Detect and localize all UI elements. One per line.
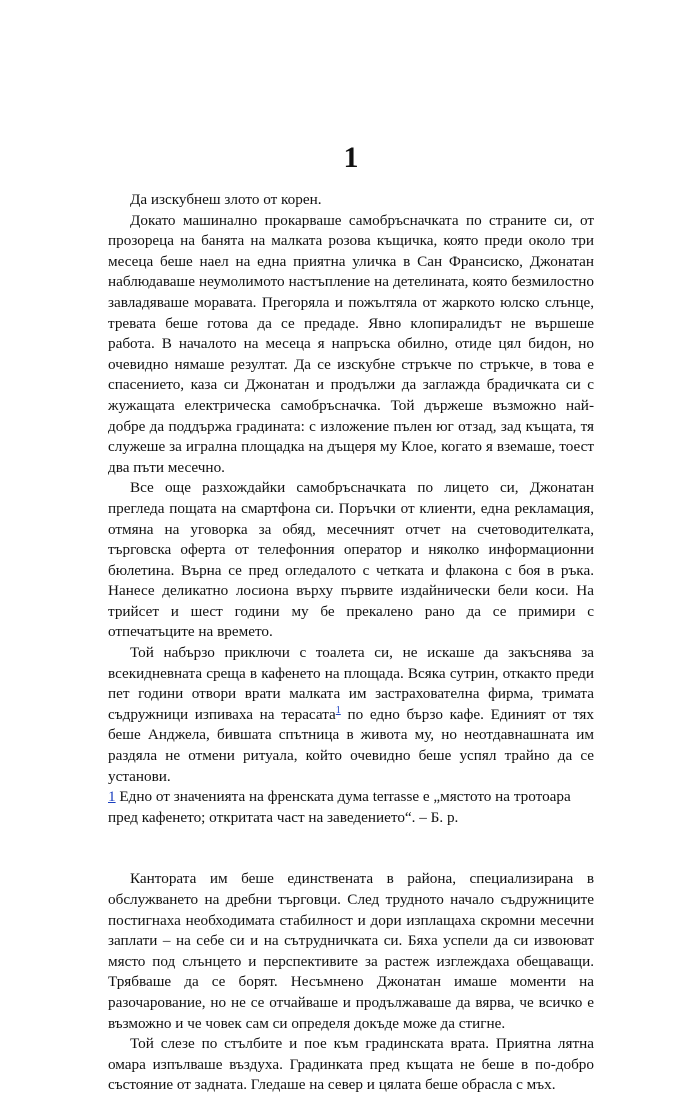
section-spacer (108, 828, 594, 869)
chapter-number: 1 (343, 141, 359, 174)
footnote-reference-link[interactable]: 1 (335, 704, 341, 716)
paragraph-3: Все още разхождайки самобръсначката по лицето си, Джонатан прегледа пощата на смартфона си. Поръчки от клиенти, една рекламация, отмяна на уговорка за обяд, месечният отчет на счетоводителката, търговска оферта от телефонния оператор и няколко информационни бюлетина. Върна се пред огледалото с четката и флакона с боя в ръка. Нанесе деликатно лосиона върху първите издайнически бели коси. На трийсет и шест години му бе прекалено рано да се примири с отпечатъците на времето. (108, 479, 594, 641)
paragraph-5: Кантората им беше единствената в района, специализирана в обслужването на дребни търговци. След трудното начало съдружниците постигнаха необходимата стабилност и дори изплащаха скромни месечни заплати – на себе си и на сътрудничката си. Бяха успели да си извоюват място под слънцето и перспективите за растеж изглеждаха обещаващи. Трябваше да се борят. Несъмнено Джонатан имаше моменти на разочарование, но не се отчайваше и продължаваше да вярва, че всичко е възможно и че човек сам си определя докъде може да стигне. (108, 870, 594, 1032)
paragraph-1: Да изскубнеш злото от корен. (130, 191, 322, 208)
paragraph-4-text-after: по едно бързо кафе. Единият от тях беше Анджела, бившата спътница в живота му, но неотдавнашната им раздяла не отмени ритуала, който очевидно беше успял трайно да се установи. (108, 705, 594, 785)
footnote (108, 787, 594, 828)
footnote-text: Едно от значенията на френската дума terrasse е „мястото на тротоара пред кафенето; откритата част на заведението“. – Б. р. (108, 788, 571, 826)
chapter-body (108, 190, 594, 1096)
footnote-backlink[interactable]: 1 (108, 788, 116, 806)
paragraph-2: Докато машинално прокарваше самобръсначката по страните си, от прозореца на банята на малката розова къщичка, която преди около три месеца беше наел на една приятна уличка в Сан Франсиско, Джонатан наблюдаваше неумолимото настъпление на детелината, която безмилостно завладяваше моравата. Прегоряла и пожълтяла от жаркото юлско слънце, тревата беше готова да се предаде. Явно клопиралидът не вършеше работа. В началото на месеца я напръска обилно, отиде цял бидон, но очевидно нямаше резултат. Да се изскубне стръкче по стръкче, в това е спасението, каза си Джонатан и продължи да заглажда брадичката си с жужащата електрическа самобръсначка. Той държеше възможно най-добре да поддържа градината: с изложение пълен юг отзад, зад къщата, тя служеше за игрална площадка на дъщеря му Клое, когато я вземаше, тоест два пъти месечно. (108, 211, 594, 476)
paragraph-4-text-before: Той набързо приключи с тоалета си, не искаше да закъснява за всекидневната среща в кафенето на площада. Всяка сутрин, откакто преди пет години отвори врати малката им застрахователна фирма, тримата съдружници изпиваха на терасата (108, 644, 594, 723)
paragraph-4 (108, 643, 594, 787)
paragraph-6: Той слезе по стълбите и пое към градинската врата. Приятна лятна омара изпълваше въздуха. Градинката пред къщата не беше в по-добро състояние от задната. Гледаше на север и цялата беше обрасла с мъх. (108, 1035, 594, 1094)
